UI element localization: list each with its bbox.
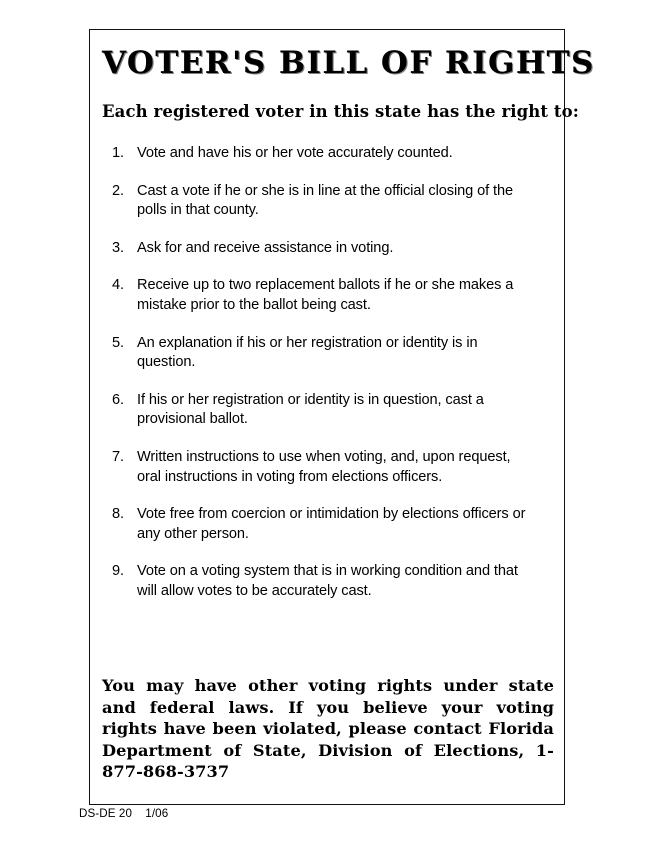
footer-statement-text: You may have other voting rights under state and federal laws. If you believe your voting rights have been violated, please contact Florida Department of State, Division of Elections, 1-877-868-3737 [102, 676, 554, 782]
list-item-number: 7. [112, 448, 124, 465]
list-item [102, 334, 535, 373]
list-item-number: 8. [112, 506, 124, 523]
list-item [102, 562, 535, 601]
list-item-text: Vote on a voting system that is in working condition and that will allow votes to be accurately cast. [137, 563, 518, 599]
voter-bill-of-rights-poster [89, 29, 595, 805]
list-item-text: Vote free from coercion or intimidation by elections officers or any other person. [137, 506, 526, 542]
list-item-number: 4. [112, 277, 124, 294]
poster-content [90, 30, 595, 804]
list-item [102, 391, 535, 430]
list-item-text: Cast a vote if he or she is in line at the official closing of the polls in that county. [137, 182, 514, 219]
list-item-number: 2. [112, 182, 124, 199]
list-item [102, 182, 535, 221]
list-item [102, 276, 535, 315]
list-item-text: Written instructions to use when voting, and, upon request, oral instructions in voting from elections officers. [137, 448, 511, 485]
list-item-number: 3. [112, 239, 124, 256]
subtitle: Each registered voter in this state has the right to: [102, 102, 579, 121]
list-item [102, 448, 535, 487]
list-item-text: Vote and have his or her vote accurately counted. [137, 145, 453, 161]
list-item-number: 5. [112, 334, 124, 351]
list-item-text: If his or her registration or identity is in question, cast a provisional ballot. [137, 391, 484, 428]
list-item-number: 1. [112, 145, 124, 161]
form-number: DS-DE 20 1/06 [79, 807, 169, 820]
list-item-text: An explanation if his or her registration or identity is in question. [137, 334, 478, 371]
list-item-text: Receive up to two replacement ballots if he or she makes a mistake prior to the ballot being cast. [137, 277, 514, 313]
rights-list [102, 144, 551, 602]
list-item-number: 6. [112, 391, 124, 408]
list-item [102, 239, 535, 259]
list-item-number: 9. [112, 563, 124, 580]
footer-statement [102, 675, 554, 783]
list-item-text: Ask for and receive assistance in voting. [137, 239, 394, 256]
list-item [102, 144, 535, 164]
list-item [102, 505, 535, 544]
page-title: VOTER'S BILL OF RIGHTS [102, 45, 595, 81]
